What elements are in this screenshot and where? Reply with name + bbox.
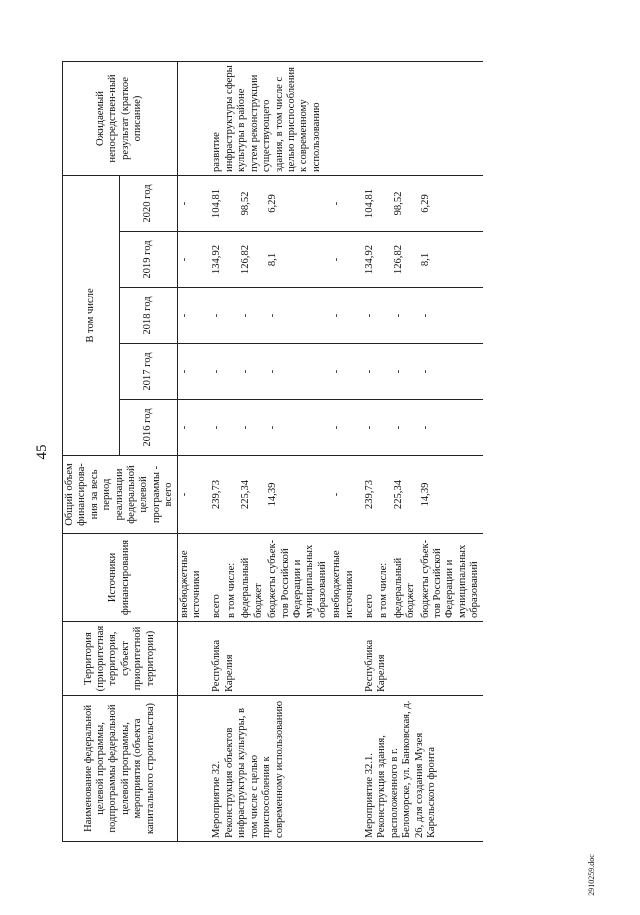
cell-2018: -: [210, 288, 224, 344]
cell-2020: 104,81: [363, 175, 377, 231]
cell-2020: 104,81: [210, 175, 224, 231]
cell-source: бюджеты субъек-тов Российской Федерации и муниципальных образований: [419, 534, 483, 622]
cell-total: 225,34: [239, 456, 266, 534]
cell-total: 14,39: [266, 456, 330, 534]
cell-2020: 98,52: [239, 175, 266, 231]
cell-2017: -: [210, 344, 224, 400]
cell-source: внебюджетные источники: [177, 534, 204, 622]
cell-2017: -: [392, 344, 419, 400]
cell-2019: 8,1: [419, 232, 483, 288]
header-including: В том числе: [63, 175, 120, 455]
header-2019: 2019 год: [120, 232, 177, 288]
measure-32-result: развитие инфраструктуры сферы культуры в районе путем реконструкции существующего здания, в том числе с целью приспособления к современному использованию: [210, 61, 356, 175]
rotated-table-wrapper: [62, 62, 481, 842]
table-header: [63, 61, 178, 841]
cell-source: внебюджетные источники: [330, 534, 357, 622]
table-row: [210, 61, 224, 841]
cell-2016: -: [239, 400, 266, 456]
table-row: [363, 61, 377, 841]
cell-2017: -: [419, 344, 483, 400]
header-total: Общий объем финансирова-ния за весь период реализации федеральной целевой программы - всего: [63, 456, 178, 534]
cell-2019: -: [330, 232, 357, 288]
cell-source: в том числе:: [225, 534, 239, 622]
cell-2020: -: [330, 175, 357, 231]
measure-32-name: Мероприятие 32. Реконструкция объектов инфраструктуры культуры, в том числе с целью приспособления к современному использованию: [210, 696, 356, 842]
cell-source: всего: [210, 534, 224, 622]
measure-32-1-name: Мероприятие 32.1. Реконструкция здания, расположенного в г. Беломорске, ул. Банковская, д. 26, для создания Музея Карельского фронта: [363, 696, 483, 842]
cell-2017: -: [266, 344, 330, 400]
header-2016: 2016 год: [120, 400, 177, 456]
cell-source: бюджеты субъек-тов Российской Федерации и муниципальных образований: [266, 534, 330, 622]
cell-2018: -: [330, 288, 357, 344]
cell-total: -: [330, 456, 357, 534]
header-result: Ожидаемый непосредствен-ный результат (краткое описание): [63, 61, 178, 175]
cell-2016: -: [419, 400, 483, 456]
cell-2016: -: [266, 400, 330, 456]
cell-2019: -: [177, 232, 204, 288]
cell-2016: -: [177, 400, 204, 456]
cell-total: 239,73: [210, 456, 224, 534]
page-number: 45: [34, 444, 50, 460]
cell-2018: -: [266, 288, 330, 344]
cell-total: 14,39: [419, 456, 483, 534]
cell-2018: -: [239, 288, 266, 344]
cell-total: 225,34: [392, 456, 419, 534]
cell-source: в том числе:: [377, 534, 391, 622]
measure-32-territory: Республика Карелия: [210, 622, 356, 696]
cell-2016: -: [210, 400, 224, 456]
cell-2019: 134,92: [210, 232, 224, 288]
cell-2020: 98,52: [392, 175, 419, 231]
cell-total: 239,73: [363, 456, 377, 534]
financing-table: [62, 61, 483, 842]
cell-source: федеральный бюджет: [239, 534, 266, 622]
cell-2019: 8,1: [266, 232, 330, 288]
cell-2017: -: [330, 344, 357, 400]
table-row: [177, 61, 204, 841]
cell-2019: 126,82: [239, 232, 266, 288]
cell-2019: 126,82: [392, 232, 419, 288]
cell-2018: -: [363, 288, 377, 344]
cell-2018: -: [177, 288, 204, 344]
header-2017: 2017 год: [120, 344, 177, 400]
cell-2016: -: [392, 400, 419, 456]
header-2020: 2020 год: [120, 175, 177, 231]
header-source: Источники финансирования: [63, 534, 178, 622]
cell-2017: -: [177, 344, 204, 400]
cell-2019: 134,92: [363, 232, 377, 288]
measure-32-1-territory: Республика Карелия: [363, 622, 483, 696]
cell-2020: 6,29: [419, 175, 483, 231]
measure-32-1-result: [363, 61, 483, 175]
cell-2016: -: [330, 400, 357, 456]
cell-source: всего: [363, 534, 377, 622]
cell-2020: -: [177, 175, 204, 231]
header-name: Наименование федеральной целевой программы, подпрограммы федеральной целевой программы, мероприятия (объекта капитального строительства): [63, 696, 178, 842]
cell-total: -: [177, 456, 204, 534]
cell-2018: -: [419, 288, 483, 344]
cell-source: федеральный бюджет: [392, 534, 419, 622]
file-code: 2910259.doc: [587, 854, 596, 896]
header-2018: 2018 год: [120, 288, 177, 344]
cell-2016: -: [363, 400, 377, 456]
cell-2017: -: [239, 344, 266, 400]
cell-2020: 6,29: [266, 175, 330, 231]
cell-2018: -: [392, 288, 419, 344]
header-territory: Территория (приоритетная территория, субъект приоритетной территории): [63, 622, 178, 696]
cell-2017: -: [363, 344, 377, 400]
